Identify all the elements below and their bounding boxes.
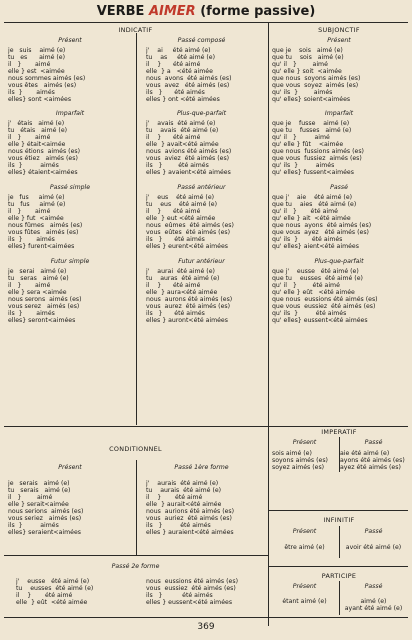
- conjugation-line: tu es aimé (e): [8, 54, 66, 61]
- conjugation-line: elle } aurait<été aimée: [146, 501, 222, 508]
- tense-heading: Présent: [58, 37, 82, 44]
- conjugation-line: tu seras aimé (e): [8, 275, 69, 282]
- tense-heading: Futur antérieur: [178, 258, 225, 265]
- conjugation-line: je suis aimé (e): [8, 47, 66, 54]
- conjugation-line: elle } serait<aimée: [8, 501, 69, 508]
- conjugation-line: il } été aimé: [16, 592, 73, 599]
- conjugation-line: il } été aimé: [146, 61, 201, 68]
- conjugation-line: tu avais été aimé (e): [146, 127, 219, 134]
- conjugation-line: ils } été aimés: [146, 236, 205, 243]
- conjugation-line: j' avais été aimé (e): [146, 120, 216, 127]
- tense-heading: Plus-que-parfait: [176, 110, 227, 117]
- conjugation-line: elles } avaient<été aimées: [146, 169, 231, 176]
- conjugation-line: qu' il } aimé: [272, 61, 328, 68]
- conjugation-line: vous serez aimés (es): [8, 303, 80, 310]
- conditionnel-divider: [136, 460, 137, 555]
- conjugation-line: qu' elle } eût <été aimée: [272, 289, 355, 296]
- conjugation-line: nous avons été aimés (es): [146, 75, 232, 82]
- tense-heading: Présent: [58, 464, 82, 471]
- tense-heading: Passé composé: [177, 37, 226, 44]
- conjugation-line: j' étais aimé (e): [8, 120, 65, 127]
- tense-heading: Futur simple: [50, 258, 90, 265]
- conjugation-line: j' aurai été aimé (e): [146, 268, 215, 275]
- conjugation-line: soyons aimés (es): [272, 457, 328, 464]
- conjugation-line: nous serions aimés (es): [8, 508, 84, 515]
- conjugation-line: elles} furent<aimées: [8, 243, 75, 250]
- subjonctif-bottom-rule: [268, 426, 408, 427]
- conjugation-line: nous serons aimés (es): [8, 296, 82, 303]
- conjugation-line: ils } aimés: [8, 522, 59, 529]
- conjugation-line: que j' aie été aimé (e): [272, 194, 353, 201]
- conjugation-line: qu' il } été aimé: [272, 208, 338, 215]
- conjugation-line: vous fûtes aimés (es): [8, 229, 79, 236]
- bottom-rule: [4, 617, 408, 618]
- conjugation-line: qu' elles} aient<été aimées: [272, 243, 359, 250]
- conjugation-line: j' eusse été aimé (e): [16, 578, 90, 585]
- conjugation-line: que vous eussiez été aimés (es): [272, 303, 376, 310]
- conjugation-line: elle } eut <été aimée: [146, 215, 216, 222]
- conjugation-line: ils } été aimés: [146, 522, 211, 529]
- participe-top-rule: [268, 566, 408, 567]
- conjugation-line: nous aurions été aimés (es): [146, 508, 235, 515]
- section-heading: SUBJONCTIF: [318, 27, 360, 34]
- conjugation-line: il } été aimé: [146, 494, 203, 501]
- conjugation-line: vous êtes aimés (es): [8, 82, 77, 89]
- conjugation-line: il } aimé: [8, 282, 51, 289]
- column-divider-1: [136, 33, 137, 425]
- conjugation-line: que tu fusses aimé (e): [272, 127, 352, 134]
- conjugation-line: elle } était<aimée: [8, 141, 66, 148]
- top-rule: [4, 22, 408, 23]
- infinitif-top-rule: [268, 510, 408, 511]
- conjugation-line: qu' elles} fussent<aimées: [272, 169, 354, 176]
- conjugation-line: ils } aimés: [8, 310, 55, 317]
- conjugation-line: vous avez été aimés (es): [146, 82, 230, 89]
- conjugation-line: j' eus été aimé (e): [146, 194, 215, 201]
- conjugation-line: ils } aimés: [8, 236, 55, 243]
- conjugation-line: qu' elle } soit <aimée: [272, 68, 342, 75]
- conjugation-line: ayons été aimés (es): [340, 457, 405, 464]
- conjugation-line: je fus aimé (e): [8, 194, 65, 201]
- conjugation-line: nous étions aimés (es): [8, 148, 81, 155]
- conjugation-line: sois aimé (e): [272, 450, 312, 457]
- conjugation-line: vous eûtes été aimés (es): [146, 229, 231, 236]
- conjugation-line: qu' il } aimé: [272, 134, 330, 141]
- conjugation-line: ils } été aimés: [146, 162, 209, 169]
- column-divider-2: [268, 22, 269, 427]
- conjugation-line: nous aurons été aimés (es): [146, 296, 233, 303]
- conjugation-line: ils } aimés: [8, 162, 59, 169]
- conjugation-line: être aimé (e): [284, 544, 325, 551]
- conjugation-line: j' ai été aimé (e): [146, 47, 211, 54]
- tense-heading: Passé 1ère forme: [174, 464, 229, 471]
- conjugation-line: qu' elle } ait <été aimée: [272, 215, 351, 222]
- conjugation-line: tu étais aimé (e): [8, 127, 68, 134]
- conjugation-line: que nous fussions aimés (es): [272, 148, 364, 155]
- conjugation-line: vous aviez été aimés (es): [146, 155, 230, 162]
- tense-heading: Passé: [364, 528, 383, 535]
- conjugation-line: elle } sera <aimée: [8, 289, 67, 296]
- title-word: AIMER: [148, 4, 196, 19]
- conjugation-line: tu eus été aimé (e): [146, 201, 217, 208]
- conjugation-line: qu' ils } aimés: [272, 89, 333, 96]
- conditionnel-bottom-rule: [4, 555, 268, 556]
- conjugation-line: que vous fussiez aimés (es): [272, 155, 362, 162]
- tense-heading: Passé: [364, 583, 383, 590]
- conjugation-line: il } aimé: [8, 134, 51, 141]
- tense-heading: Passé 2e forme: [111, 563, 160, 570]
- conjugation-line: vous seriez aimés (es): [8, 515, 82, 522]
- tense-heading: Présent: [292, 583, 317, 590]
- conjugation-line: étant aimé (e): [282, 598, 327, 605]
- conjugation-line: qu' ils } aimés: [272, 162, 335, 169]
- tense-heading: Présent: [292, 439, 317, 446]
- conjugation-line: elle } eût <été aimée: [16, 599, 88, 606]
- conjugation-line: tu serais aimé (e): [8, 487, 71, 494]
- conjugation-line: elle } aura<été aimée: [146, 289, 218, 296]
- tense-heading: Présent: [292, 528, 317, 535]
- conjugation-line: qu' ils } été aimés: [272, 236, 343, 243]
- conjugation-line: vous aurez été aimés (es): [146, 303, 231, 310]
- conjugation-line: aimé (e): [360, 598, 387, 605]
- conjugation-line: tu auras été aimé (e): [146, 275, 220, 282]
- conjugation-line: nous fûmes aimés (es): [8, 222, 83, 229]
- conjugation-line: que tu eusses été aimé (e): [272, 275, 363, 282]
- conjugation-line: il } aimé: [8, 61, 51, 68]
- conjugation-line: qu' elles} soient<aimées: [272, 96, 351, 103]
- conjugation-line: elles } auront<été aimées: [146, 317, 228, 324]
- conjugation-line: ils } aimés: [8, 89, 55, 96]
- conjugation-line: je serais aimé (e): [8, 480, 70, 487]
- section-heading: INFINITIF: [323, 517, 355, 524]
- conjugation-line: je serai aimé (e): [8, 268, 67, 275]
- conjugation-line: vous eussiez été aimés (es): [146, 585, 236, 592]
- section-heading: CONDITIONNEL: [109, 446, 162, 453]
- conjugation-line: nous eûmes été aimés (es): [146, 222, 234, 229]
- conjugation-line: avoir été aimé (e): [345, 544, 402, 551]
- conjugation-line: elles} sont <aimées: [8, 96, 72, 103]
- conjugation-line: que j' eusse été aimé (e): [272, 268, 359, 275]
- tense-heading: Imparfait: [324, 110, 354, 117]
- conjugation-line: vous étiez aimés (es): [8, 155, 78, 162]
- section-heading: IMPÉRATIF: [321, 429, 357, 436]
- conjugation-line: ayez été aimés (es): [340, 464, 401, 471]
- tense-heading: Plus-que-parfait: [314, 258, 364, 265]
- conjugation-line: aie été aimé (e): [340, 450, 390, 457]
- conjugation-line: nous sommes aimés (es): [8, 75, 86, 82]
- conjugation-line: tu fus aimé (e): [8, 201, 66, 208]
- conjugation-line: ils } été aimés: [146, 89, 205, 96]
- conjugation-line: tu as été aimé (e): [146, 54, 216, 61]
- conjugation-line: il } aimé: [8, 494, 53, 501]
- conjugation-line: elles } eurent<été aimées: [146, 243, 229, 250]
- page-number: 369: [197, 622, 215, 632]
- conjugation-line: que vous soyez aimés (es): [272, 82, 359, 89]
- title-form: (forme passive): [200, 4, 316, 19]
- conjugation-line: que je fusse aimé (e): [272, 120, 350, 127]
- conjugation-line: elles} seraient<aimées: [8, 529, 81, 536]
- conjugation-line: ils } été aimés: [146, 310, 205, 317]
- conjugation-line: que nous ayons été aimés (es): [272, 222, 372, 229]
- conjugation-line: ayant été aimé (e): [344, 605, 403, 612]
- tense-heading: Passé: [330, 184, 348, 191]
- indicatif-bottom-rule: [4, 426, 268, 427]
- conjugation-line: elle } fut <aimée: [8, 215, 64, 222]
- tense-heading: Passé antérieur: [177, 184, 226, 191]
- tense-heading: Passé: [364, 439, 383, 446]
- conjugation-line: tu aurais été aimé (e): [146, 487, 222, 494]
- conjugation-line: il } aimé: [8, 208, 51, 215]
- conjugation-line: elle } avait<été aimée: [146, 141, 219, 148]
- section-heading: PARTICIPE: [321, 573, 357, 580]
- conjugation-line: que je sois aimé (e): [272, 47, 343, 54]
- title-verb: VERBE: [96, 4, 145, 19]
- conjugation-line: elles} seront<aimées: [8, 317, 76, 324]
- conjugation-line: elles } ont <été aimées: [146, 96, 220, 103]
- conjugation-line: tu eusses été aimé (e): [16, 585, 94, 592]
- conjugation-line: j' aurais été aimé (e): [146, 480, 219, 487]
- conjugation-line: qu' ils } été aimés: [272, 310, 347, 317]
- conjugation-line: qu' elle } fût <aimée: [272, 141, 344, 148]
- page-title: [0, 4, 412, 19]
- conjugation-line: qu' il } été aimé: [272, 282, 340, 289]
- conjugation-line: nous eussions été aimés (es): [146, 578, 238, 585]
- right-column-lower-divider: [268, 426, 269, 626]
- conjugation-line: elle } est <aimée: [8, 68, 65, 75]
- conjugation-line: il } été aimé: [146, 282, 201, 289]
- conjugation-line: elles } auraient<été aimées: [146, 529, 234, 536]
- conjugation-line: elles } eussent<été aimées: [146, 599, 233, 606]
- conjugation-line: que tu sois aimé (e): [272, 54, 344, 61]
- conjugation-line: que nous eussions été aimés (es): [272, 296, 378, 303]
- tense-heading: Passé simple: [49, 184, 91, 191]
- conjugation-line: elle } a <été aimée: [146, 68, 213, 75]
- conjugation-line: que vous ayez été aimés (es): [272, 229, 369, 236]
- section-heading: INDICATIF: [118, 27, 153, 34]
- conjugation-line: il } été aimé: [146, 208, 201, 215]
- conjugation-line: ils } été aimés: [146, 592, 213, 599]
- conjugation-line: soyez aimés (es): [272, 464, 325, 471]
- conjugation-line: que tu aies été aimé (e): [272, 201, 357, 208]
- conjugation-line: que nous soyons aimés (es): [272, 75, 361, 82]
- conjugation-line: qu' elles} eussent<été aimées: [272, 317, 368, 324]
- tense-heading: Présent: [327, 37, 351, 44]
- tense-heading: Imparfait: [55, 110, 85, 117]
- conjugation-line: elles} étaient<aimées: [8, 169, 78, 176]
- conjugation-line: nous avions été aimés (es): [146, 148, 232, 155]
- conjugation-line: il } été aimé: [146, 134, 201, 141]
- conjugation-line: vous auriez été aimés (es): [146, 515, 232, 522]
